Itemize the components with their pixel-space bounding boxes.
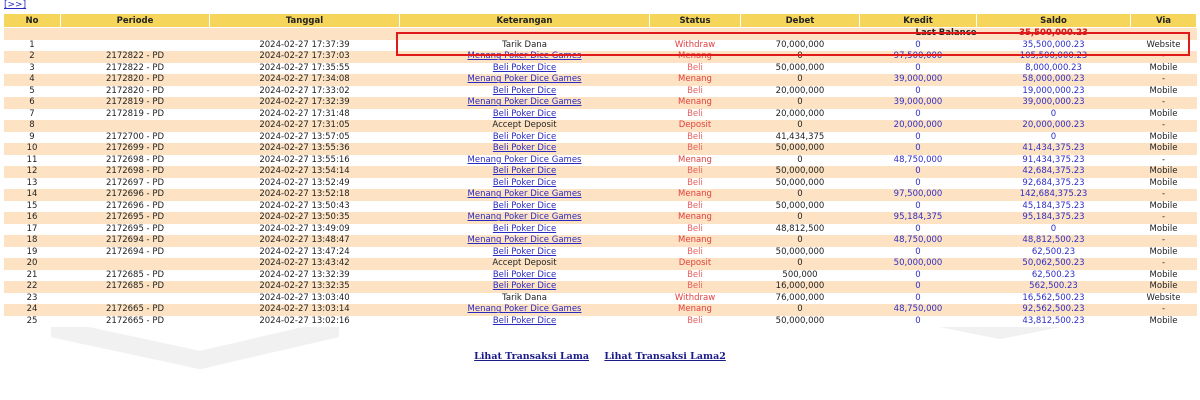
transaction-table [3,13,1197,327]
cell-periode: 2172696 - PD [61,189,210,201]
cell-tanggal: 2024-02-27 13:50:43 [210,201,400,213]
table-row [4,97,1197,109]
cell-status: Menang [650,189,741,201]
table-row [4,74,1197,86]
cell-via: Mobile [1131,316,1197,328]
cell-via: Website [1131,40,1197,52]
cell-saldo: 62,500.23 [977,247,1131,259]
cell-saldo: 48,812,500.23 [977,235,1131,247]
cell-via: Mobile [1131,178,1197,190]
transaction-link[interactable]: Beli Poker Dice [492,85,557,96]
cell-status: Menang [650,51,741,63]
last-balance-row [4,28,1197,40]
cell-no: 19 [4,247,61,259]
cell-kredit: 39,000,000 [860,97,977,109]
table-row [4,235,1197,247]
cell-tanggal: 2024-02-27 13:54:14 [210,166,400,178]
cell-no: 8 [4,120,61,132]
cell-no: 20 [4,258,61,270]
cell-debet: 50,000,000 [741,166,860,178]
cell-periode: 2172820 - PD [61,86,210,98]
cell-tanggal: 2024-02-27 17:34:08 [210,74,400,86]
cell-saldo: 43,812,500.23 [977,316,1131,328]
cell-no: 4 [4,74,61,86]
table-row [4,166,1197,178]
cell-status: Menang [650,97,741,109]
cell-keterangan [400,63,650,75]
cell-periode [61,293,210,305]
cell-tanggal: 2024-02-27 13:32:39 [210,270,400,282]
cell-kredit: 50,000,000 [860,258,977,270]
cell-via: Mobile [1131,270,1197,282]
cell-periode: 2172694 - PD [61,247,210,259]
cell-via: - [1131,120,1197,132]
table-row [4,132,1197,144]
cell-keterangan [400,109,650,121]
cell-debet: 41,434,375 [741,132,860,144]
cell-status: Beli [650,270,741,282]
cell-status: Menang [650,235,741,247]
cell-via: - [1131,74,1197,86]
transaction-link[interactable]: Beli Poker Dice [492,177,557,188]
cell-periode [61,40,210,52]
cell-keterangan [400,97,650,109]
table-row [4,178,1197,190]
cell-debet: 50,000,000 [741,316,860,328]
cell-debet: 50,000,000 [741,201,860,213]
cell-debet: 0 [741,51,860,63]
transaction-link[interactable]: Menang Poker Dice Games [467,189,582,200]
cell-tanggal: 2024-02-27 17:37:39 [210,40,400,52]
cell-status: Menang [650,155,741,167]
cell-periode [61,120,210,132]
cell-kredit: 0 [860,143,977,155]
old-transactions2-link[interactable]: Lihat Transaksi Lama2 [604,351,726,362]
cell-status: Beli [650,224,741,236]
cell-saldo: 16,562,500.23 [977,293,1131,305]
cell-periode: 2172819 - PD [61,109,210,121]
transaction-link[interactable]: Beli Poker Dice [492,246,557,257]
cell-debet: 20,000,000 [741,86,860,98]
cell-no: 7 [4,109,61,121]
cell-debet: 50,000,000 [741,143,860,155]
cell-no: 10 [4,143,61,155]
cell-via: Mobile [1131,132,1197,144]
last-balance-label: Last Balance [4,28,977,40]
table-row [4,86,1197,98]
cell-status: Beli [650,201,741,213]
cell-kredit: 0 [860,316,977,328]
cell-kredit: 97,500,000 [860,51,977,63]
table-row [4,109,1197,121]
cell-saldo: 91,434,375.23 [977,155,1131,167]
cell-no: 13 [4,178,61,190]
table-row [4,212,1197,224]
cell-tanggal: 2024-02-27 17:31:48 [210,109,400,121]
cell-saldo: 142,684,375.23 [977,189,1131,201]
cell-tanggal: 2024-02-27 17:31:05 [210,120,400,132]
cell-tanggal: 2024-02-27 13:55:36 [210,143,400,155]
cell-keterangan [400,86,650,98]
cell-tanggal: 2024-02-27 13:57:05 [210,132,400,144]
cell-keterangan [400,201,650,213]
cell-status: Beli [650,166,741,178]
table-row [4,143,1197,155]
transaction-link[interactable]: Beli Poker Dice [492,269,557,280]
cell-status: Beli [650,178,741,190]
cell-no: 9 [4,132,61,144]
cell-saldo: 92,562,500.23 [977,304,1131,316]
cell-tanggal: 2024-02-27 13:55:16 [210,155,400,167]
cell-tanggal: 2024-02-27 13:50:35 [210,212,400,224]
cell-debet: 48,812,500 [741,224,860,236]
cell-no: 1 [4,40,61,52]
cell-keterangan [400,51,650,63]
cell-status: Beli [650,247,741,259]
cell-via: Mobile [1131,63,1197,75]
cell-status: Menang [650,74,741,86]
cell-kredit: 0 [860,270,977,282]
cell-kredit: 0 [860,293,977,305]
footer-links [0,351,1200,362]
cell-via: Website [1131,293,1197,305]
cell-kredit: 39,000,000 [860,74,977,86]
cell-via: - [1131,189,1197,201]
cell-periode: 2172695 - PD [61,212,210,224]
cell-status: Beli [650,63,741,75]
cell-debet: 0 [741,155,860,167]
transaction-label: Tarik Dana [502,39,547,50]
cell-no: 2 [4,51,61,63]
cell-periode: 2172820 - PD [61,74,210,86]
cell-via: Mobile [1131,281,1197,293]
cell-periode: 2172699 - PD [61,143,210,155]
cell-keterangan [400,74,650,86]
cell-no: 6 [4,97,61,109]
cell-tanggal: 2024-02-27 17:35:55 [210,63,400,75]
cell-kredit: 0 [860,63,977,75]
cell-saldo: 0 [977,132,1131,144]
cell-no: 3 [4,63,61,75]
cell-status: Beli [650,86,741,98]
cell-keterangan [400,40,650,52]
transaction-link[interactable]: Beli Poker Dice [492,315,557,326]
cell-via: - [1131,258,1197,270]
cell-debet: 50,000,000 [741,247,860,259]
cell-no: 5 [4,86,61,98]
cell-keterangan [400,143,650,155]
cell-tanggal: 2024-02-27 13:48:47 [210,235,400,247]
transaction-link[interactable]: Beli Poker Dice [492,200,557,211]
cell-periode: 2172822 - PD [61,63,210,75]
cell-status: Withdraw [650,40,741,52]
cell-status: Beli [650,109,741,121]
cell-saldo: 45,184,375.23 [977,201,1131,213]
cell-periode: 2172698 - PD [61,166,210,178]
cell-keterangan [400,258,650,270]
cell-kredit: 97,500,000 [860,189,977,201]
cell-periode: 2172696 - PD [61,201,210,213]
cell-via: Mobile [1131,166,1197,178]
cell-tanggal: 2024-02-27 17:33:02 [210,86,400,98]
cell-periode: 2172697 - PD [61,178,210,190]
table-row [4,316,1197,328]
cell-status: Deposit [650,120,741,132]
cell-debet: 0 [741,189,860,201]
cell-kredit: 20,000,000 [860,120,977,132]
cell-kredit: 48,750,000 [860,304,977,316]
cell-tanggal: 2024-02-27 13:52:49 [210,178,400,190]
cell-no: 21 [4,270,61,282]
cell-keterangan [400,166,650,178]
cell-tanggal: 2024-02-27 13:43:42 [210,258,400,270]
cell-no: 15 [4,201,61,213]
col-keterangan-header: Keterangan [400,14,650,28]
table-row [4,40,1197,52]
cell-saldo: 92,684,375.23 [977,178,1131,190]
cell-kredit: 0 [860,201,977,213]
cell-via: - [1131,51,1197,63]
cell-debet: 0 [741,120,860,132]
cell-keterangan [400,178,650,190]
cell-debet: 16,000,000 [741,281,860,293]
cell-status: Withdraw [650,293,741,305]
cell-tanggal: 2024-02-27 13:52:18 [210,189,400,201]
cell-tanggal: 2024-02-27 13:02:16 [210,316,400,328]
cell-keterangan [400,120,650,132]
cell-via: - [1131,155,1197,167]
cell-keterangan [400,247,650,259]
cell-periode: 2172822 - PD [61,51,210,63]
cell-saldo: 35,500,000.23 [977,40,1131,52]
col-no-header: No [4,14,61,28]
cell-saldo: 0 [977,224,1131,236]
table-row [4,155,1197,167]
transaction-link[interactable]: Beli Poker Dice [492,131,557,142]
cell-periode: 2172685 - PD [61,270,210,282]
transaction-link[interactable]: Menang Poker Dice Games [467,154,582,165]
cell-no: 23 [4,293,61,305]
cell-periode: 2172665 - PD [61,304,210,316]
cell-no: 14 [4,189,61,201]
cell-kredit: 95,184,375 [860,212,977,224]
transaction-link[interactable]: Menang Poker Dice Games [467,212,582,223]
last-balance-value: 35,500,000.23 [977,28,1131,40]
cell-kredit: 0 [860,86,977,98]
cell-keterangan [400,224,650,236]
cell-saldo: 41,434,375.23 [977,143,1131,155]
cell-keterangan [400,316,650,328]
cell-saldo: 8,000,000.23 [977,63,1131,75]
cell-no: 12 [4,166,61,178]
cell-saldo: 39,000,000.23 [977,97,1131,109]
cell-via: Mobile [1131,86,1197,98]
cell-saldo: 50,062,500.23 [977,258,1131,270]
cell-via: - [1131,212,1197,224]
cell-tanggal: 2024-02-27 17:32:39 [210,97,400,109]
cell-debet: 70,000,000 [741,40,860,52]
cell-no: 24 [4,304,61,316]
table-row [4,281,1197,293]
cell-debet: 0 [741,304,860,316]
cell-saldo: 562,500.23 [977,281,1131,293]
cell-keterangan [400,235,650,247]
cell-tanggal: 2024-02-27 17:37:03 [210,51,400,63]
transaction-link[interactable]: Menang Poker Dice Games [467,235,582,246]
cell-keterangan [400,189,650,201]
transaction-link[interactable]: Beli Poker Dice [492,281,557,292]
col-periode-header: Periode [61,14,210,28]
table-row [4,51,1197,63]
cell-keterangan [400,293,650,305]
col-tanggal-header: Tanggal [210,14,400,28]
col-saldo-header: Saldo [977,14,1131,28]
cell-debet: 20,000,000 [741,109,860,121]
cell-via: Mobile [1131,143,1197,155]
cell-saldo: 105,500,000.23 [977,51,1131,63]
transaction-link[interactable]: Beli Poker Dice [492,223,557,234]
cell-periode: 2172698 - PD [61,155,210,167]
cell-kredit: 0 [860,132,977,144]
transaction-label: Accept Deposit [492,120,557,131]
cell-debet: 0 [741,97,860,109]
cell-periode: 2172694 - PD [61,235,210,247]
table-row [4,63,1197,75]
transaction-label: Tarik Dana [502,292,547,303]
transaction-link[interactable]: Beli Poker Dice [492,143,557,154]
cell-kredit: 0 [860,281,977,293]
transaction-link[interactable]: Menang Poker Dice Games [467,97,582,108]
cell-tanggal: 2024-02-27 13:03:40 [210,293,400,305]
cell-keterangan [400,281,650,293]
cell-keterangan [400,155,650,167]
cell-via: - [1131,97,1197,109]
old-transactions-link[interactable]: Lihat Transaksi Lama [474,351,590,362]
cell-kredit: 0 [860,224,977,236]
table-row [4,304,1197,316]
table-row [4,120,1197,132]
cell-keterangan [400,304,650,316]
cell-kredit: 48,750,000 [860,155,977,167]
cell-no: 16 [4,212,61,224]
next-page-link[interactable]: [>>] [4,0,27,10]
cell-kredit: 0 [860,247,977,259]
col-status-header: Status [650,14,741,28]
col-debet-header: Debet [741,14,860,28]
table-row [4,189,1197,201]
cell-debet: 76,000,000 [741,293,860,305]
transaction-label: Accept Deposit [492,258,557,269]
transaction-link[interactable]: Menang Poker Dice Games [467,304,582,315]
cell-saldo: 0 [977,109,1131,121]
table-row [4,270,1197,282]
table-row [4,201,1197,213]
table-row [4,293,1197,305]
cell-saldo: 42,684,375.23 [977,166,1131,178]
cell-status: Beli [650,281,741,293]
cell-periode: 2172819 - PD [61,97,210,109]
cell-status: Deposit [650,258,741,270]
cell-periode: 2172700 - PD [61,132,210,144]
cell-status: Beli [650,143,741,155]
cell-via: Mobile [1131,224,1197,236]
transaction-link[interactable]: Beli Poker Dice [492,166,557,177]
table-header-row [4,14,1197,28]
cell-periode: 2172665 - PD [61,316,210,328]
cell-tanggal: 2024-02-27 13:49:09 [210,224,400,236]
cell-no: 25 [4,316,61,328]
cell-tanggal: 2024-02-27 13:03:14 [210,304,400,316]
transaction-link[interactable]: Beli Poker Dice [492,62,557,73]
cell-periode [61,258,210,270]
cell-kredit: 48,750,000 [860,235,977,247]
cell-no: 11 [4,155,61,167]
cell-keterangan [400,270,650,282]
transaction-link[interactable]: Beli Poker Dice [492,108,557,119]
cell-via: Mobile [1131,109,1197,121]
cell-debet: 0 [741,212,860,224]
cell-saldo: 95,184,375.23 [977,212,1131,224]
cell-no: 17 [4,224,61,236]
cell-debet: 0 [741,258,860,270]
cell-saldo: 19,000,000.23 [977,86,1131,98]
cell-via: - [1131,235,1197,247]
cell-periode: 2172695 - PD [61,224,210,236]
cell-debet: 50,000,000 [741,178,860,190]
cell-via: Mobile [1131,201,1197,213]
cell-kredit: 0 [860,166,977,178]
transaction-link[interactable]: Menang Poker Dice Games [467,51,582,62]
cell-status: Menang [650,304,741,316]
cell-saldo: 62,500.23 [977,270,1131,282]
table-row [4,247,1197,259]
col-kredit-header: Kredit [860,14,977,28]
cell-keterangan [400,132,650,144]
cell-saldo: 58,000,000.23 [977,74,1131,86]
table-row [4,258,1197,270]
cell-periode: 2172685 - PD [61,281,210,293]
cell-via: - [1131,304,1197,316]
transaction-link[interactable]: Menang Poker Dice Games [467,74,582,85]
cell-debet: 500,000 [741,270,860,282]
cell-saldo: 20,000,000.23 [977,120,1131,132]
cell-kredit: 0 [860,178,977,190]
cell-tanggal: 2024-02-27 13:32:35 [210,281,400,293]
cell-tanggal: 2024-02-27 13:47:24 [210,247,400,259]
cell-status: Beli [650,316,741,328]
cell-debet: 50,000,000 [741,63,860,75]
cell-status: Menang [650,212,741,224]
cell-via: Mobile [1131,247,1197,259]
cell-no: 22 [4,281,61,293]
table-row [4,224,1197,236]
col-via-header: Via [1131,14,1197,28]
cell-kredit: 0 [860,40,977,52]
cell-kredit: 0 [860,109,977,121]
cell-status: Beli [650,132,741,144]
cell-keterangan [400,212,650,224]
cell-debet: 0 [741,74,860,86]
cell-no: 18 [4,235,61,247]
cell-debet: 0 [741,235,860,247]
